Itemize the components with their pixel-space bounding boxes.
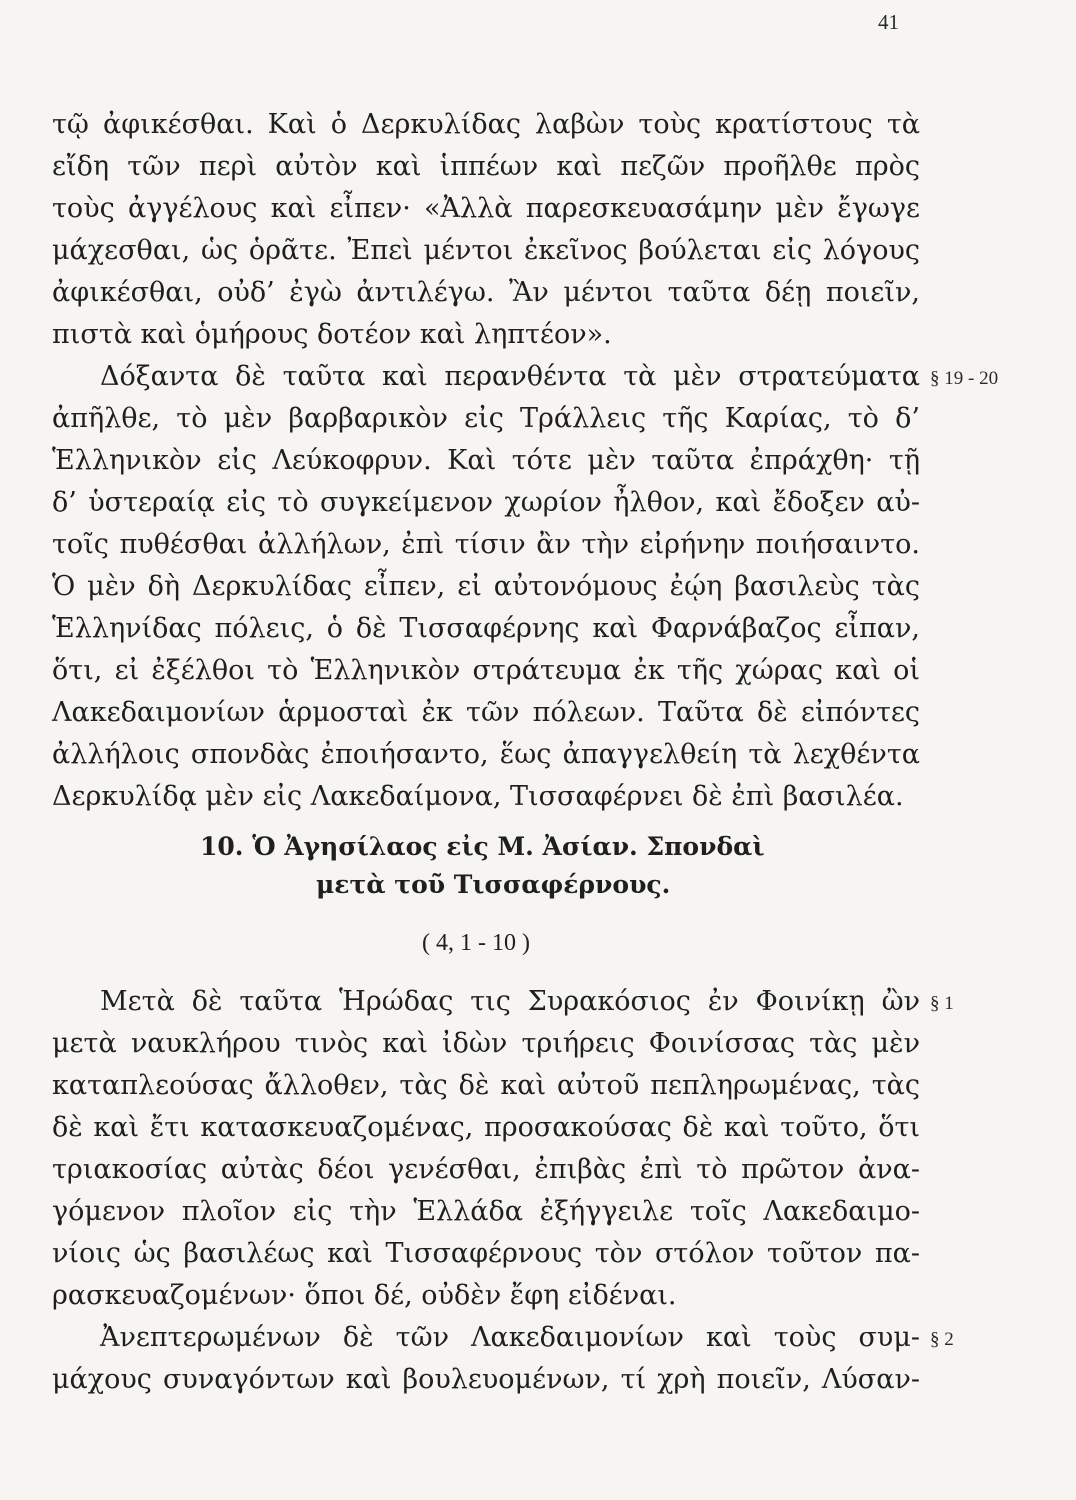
text-line: καταπλεούσας ἄλλοθεν, τὰς δὲ καὶ αὐτοῦ πεπληρωμένας, τὰς: [52, 1070, 920, 1101]
text-line: τριακοσίας αὐτὰς δέοι γενέσθαι, ἐπιβὰς ἐπὶ τὸ πρῶτον ἀνα-: [52, 1154, 920, 1185]
text-line: Ὁ μὲν δὴ Δερκυλίδας εἶπεν, εἰ αὐτονόμους ἐῴη βασιλεὺς τὰς: [52, 571, 920, 602]
text-line: μάχεσθαι, ὡς ὁρᾶτε. Ἐπεὶ μέντοι ἐκεῖνος βούλεται εἰς λόγους: [52, 235, 920, 266]
text-line: τοὺς ἀγγέλους καὶ εἶπεν· «Ἀλλὰ παρεσκευασάμην μὲν ἔγωγε: [52, 193, 920, 224]
margin-section-marker: § 2: [930, 1329, 954, 1350]
text-line: εἴδη τῶν περὶ αὐτὸν καὶ ἱππέων καὶ πεζῶν προῆλθε πρὸς: [52, 151, 920, 182]
text-line: ἀλλήλοις σπονδὰς ἐποιήσαντο, ἕως ἀπαγγελθείη τὰ λεχθέντα: [52, 739, 920, 770]
text-line: ὅτι, εἰ ἐξέλθοι τὸ Ἑλληνικὸν στράτευμα ἐκ τῆς χώρας καὶ οἱ: [52, 655, 920, 686]
text-line: Λακεδαιμονίων ἁρμοσταὶ ἐκ τῶν πόλεων. Ταῦτα δὲ εἰπόντες: [52, 697, 920, 728]
text-line: μετὰ ναυκλήρου τινὸς καὶ ἰδὼν τριήρεις Φοινίσσας τὰς μὲν: [52, 1028, 920, 1059]
text-line: Δόξαντα δὲ ταῦτα καὶ περανθέντα τὰ μὲν στρατεύματα: [100, 361, 920, 392]
margin-section-marker: § 19 - 20: [930, 368, 999, 389]
text-line: Ἑλληνίδας πόλεις, ὁ δὲ Τισσαφέρνης καὶ Φαρνάβαζος εἶπαν,: [52, 613, 920, 644]
text-line: Ἑλληνικὸν εἰς Λεύκοφρυν. Καὶ τότε μὲν ταῦτα ἐπράχθη· τῇ: [52, 445, 920, 476]
text-line: Μετὰ δὲ ταῦτα Ἡρώδας τις Συρακόσιος ἐν Φοινίκῃ ὢν: [100, 986, 920, 1017]
text-line: δ’ ὑστεραίᾳ εἰς τὸ συγκείμενον χωρίον ἦλθον, καὶ ἔδοξεν αὐ-: [52, 487, 920, 518]
text-line: ἀφικέσθαι, οὐδ’ ἐγὼ ἀντιλέγω. Ἂν μέντοι ταῦτα δέῃ ποιεῖν,: [52, 277, 920, 308]
text-line: Δερκυλίδᾳ μὲν εἰς Λακεδαίμονα, Τισσαφέρνει δὲ ἐπὶ βασιλέα.: [52, 781, 904, 812]
text-line: Ἀνεπτερωμένων δὲ τῶν Λακεδαιμονίων καὶ τοὺς συμ-: [100, 1322, 920, 1353]
text-line: μάχους συναγόντων καὶ βουλευομένων, τί χρὴ ποιεῖν, Λύσαν-: [52, 1364, 920, 1395]
margin-section-marker: § 1: [930, 993, 954, 1014]
text-line: πιστὰ καὶ ὁμήρους δοτέον καὶ ληπτέον».: [52, 319, 612, 350]
text-line: ρασκευαζομένων· ὅποι δέ, οὐδὲν ἔφη εἰδέναι.: [52, 1280, 677, 1311]
text-line: τῷ ἀφικέσθαι. Καὶ ὁ Δερκυλίδας λαβὼν τοὺς κρατίστους τὰ: [52, 109, 920, 140]
section-reference: ( 4, 1 - 10 ): [422, 930, 530, 956]
page-number: 41: [878, 10, 899, 34]
section-heading-line2: μετὰ τοῦ Τισσαφέρνους.: [316, 870, 671, 899]
text-line: δὲ καὶ ἔτι κατασκευαζομένας, προσακούσας δὲ καὶ τοῦτο, ὅτι: [52, 1112, 920, 1143]
text-line: νίοις ὡς βασιλέως καὶ Τισσαφέρνους τὸν στόλον τοῦτον πα-: [52, 1238, 920, 1269]
text-line: ἀπῆλθε, τὸ μὲν βαρβαρικὸν εἰς Τράλλεις τῆς Καρίας, τὸ δ’: [52, 403, 920, 434]
section-heading: 10. Ὁ Ἀγησίλαος εἰς Μ. Ἀσίαν. Σπονδαὶ: [200, 832, 765, 861]
text-line: γόμενον πλοῖον εἰς τὴν Ἑλλάδα ἐξήγγειλε τοῖς Λακεδαιμο-: [52, 1196, 920, 1227]
text-line: τοῖς πυθέσθαι ἀλλήλων, ἐπὶ τίσιν ἂν τὴν εἰρήνην ποιήσαιντο.: [52, 529, 920, 560]
